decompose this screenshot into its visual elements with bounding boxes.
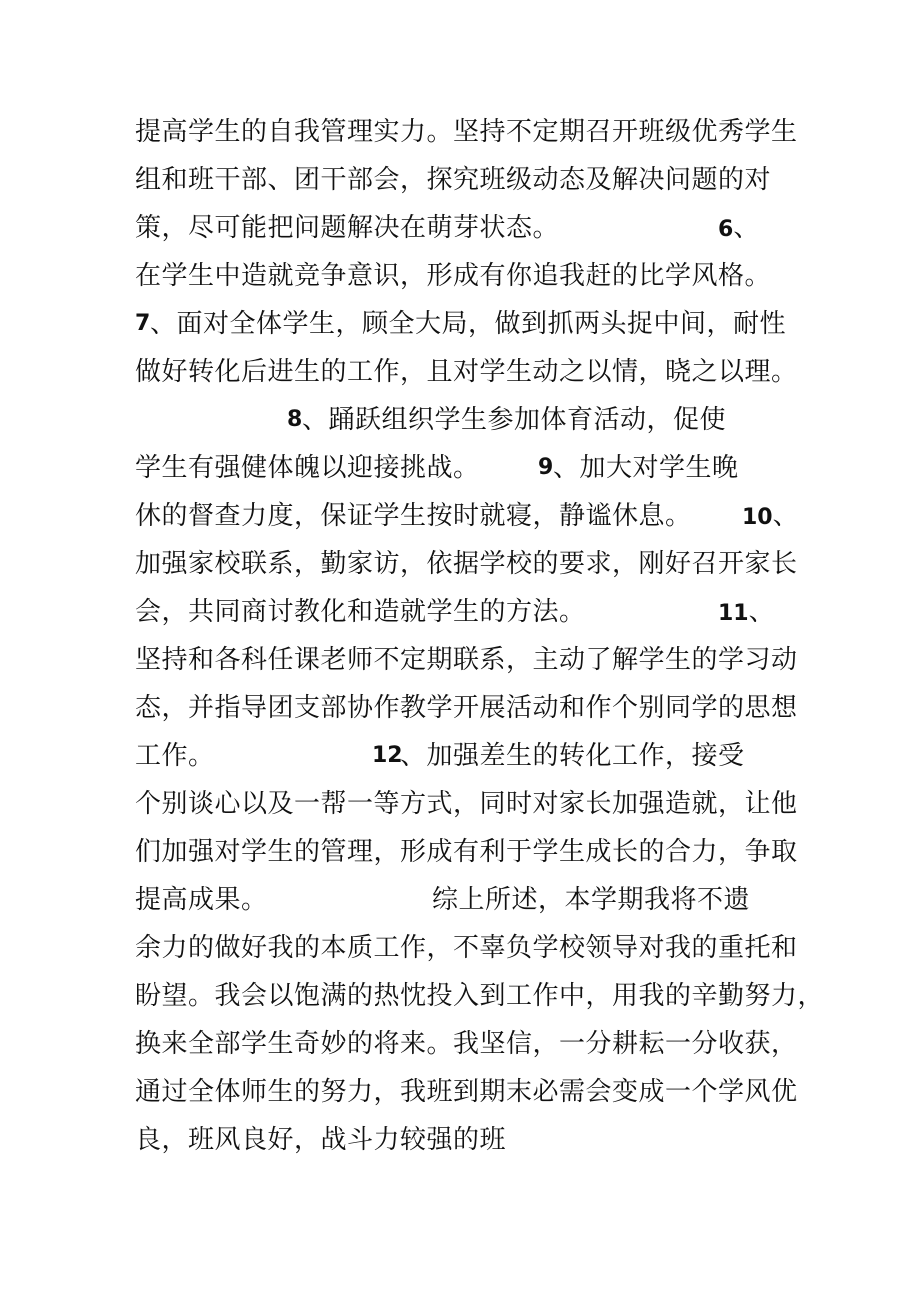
text-line: 加强家校联系，勤家访，依据学校的要求，刚好召开家长 xyxy=(135,549,798,579)
text-line: 工作。 xyxy=(135,741,215,771)
text-line: 会，共同商讨教化和造就学生的方法。 xyxy=(135,597,586,627)
text-line: 盼望。我会以饱满的热忱投入到工作中，用我的辛勤努力， xyxy=(135,981,825,1011)
item-number-6: 6、 xyxy=(718,213,760,243)
text-line: 通过全体师生的努力，我班到期末必需会变成一个学风优 xyxy=(135,1077,798,1107)
text-line: 综上所述，本学期我将不遗 xyxy=(432,885,751,915)
text-line: 余力的做好我的本质工作，不辜负学校领导对我的重托和 xyxy=(135,933,798,963)
text-line: 休的督查力度，保证学生按时就寝，静谧休息。 xyxy=(135,501,692,531)
text-line: 提高学生的自我管理实力。坚持不定期召开班级优秀学生 xyxy=(135,117,798,147)
text-line: 、面对全体学生，顾全大局，做到抓两头捉中间，耐性 xyxy=(150,309,787,339)
text-line: 们加强对学生的管理，形成有利于学生成长的合力，争取 xyxy=(135,837,798,867)
text-line: 坚持和各科任课老师不定期联系，主动了解学生的学习动 xyxy=(135,645,798,675)
item-number-12: 12 xyxy=(372,743,403,768)
text-line: 做好转化后进生的工作，且对学生动之以情，晓之以理。 xyxy=(135,357,798,387)
text-line: 态，并指导团支部协作教学开展活动和作个别同学的思想 xyxy=(135,693,798,723)
text-line: 、踊跃组织学生参加体育活动，促使 xyxy=(302,405,727,435)
item-number-10: 10、 xyxy=(742,501,799,531)
text-line: 换来全部学生奇妙的将来。我坚信，一分耕耘一分收获， xyxy=(135,1029,798,1059)
item-number-9: 9 xyxy=(538,455,554,480)
item-number-11: 11、 xyxy=(718,597,775,627)
text-line: 良，班风良好，战斗力较强的班 xyxy=(135,1125,507,1155)
text-line: 策，尽可能把问题解决在萌芽状态。 xyxy=(135,213,560,243)
item-number-8: 8 xyxy=(287,407,303,432)
text-line: 、加大对学生晚 xyxy=(553,453,739,483)
text-line: 、加强差生的转化工作，接受 xyxy=(400,741,745,771)
text-line: 个别谈心以及一帮一等方式，同时对家长加强造就，让他 xyxy=(135,789,798,819)
text-line: 组和班干部、团干部会，探究班级动态及解决问题的对 xyxy=(135,165,772,195)
text-line: 提高成果。 xyxy=(135,885,268,915)
text-line: 在学生中造就竞争意识，形成有你追我赶的比学风格。 xyxy=(135,261,772,291)
item-number-7: 7 xyxy=(135,311,151,336)
text-line: 学生有强健体魄以迎接挑战。 xyxy=(135,453,480,483)
